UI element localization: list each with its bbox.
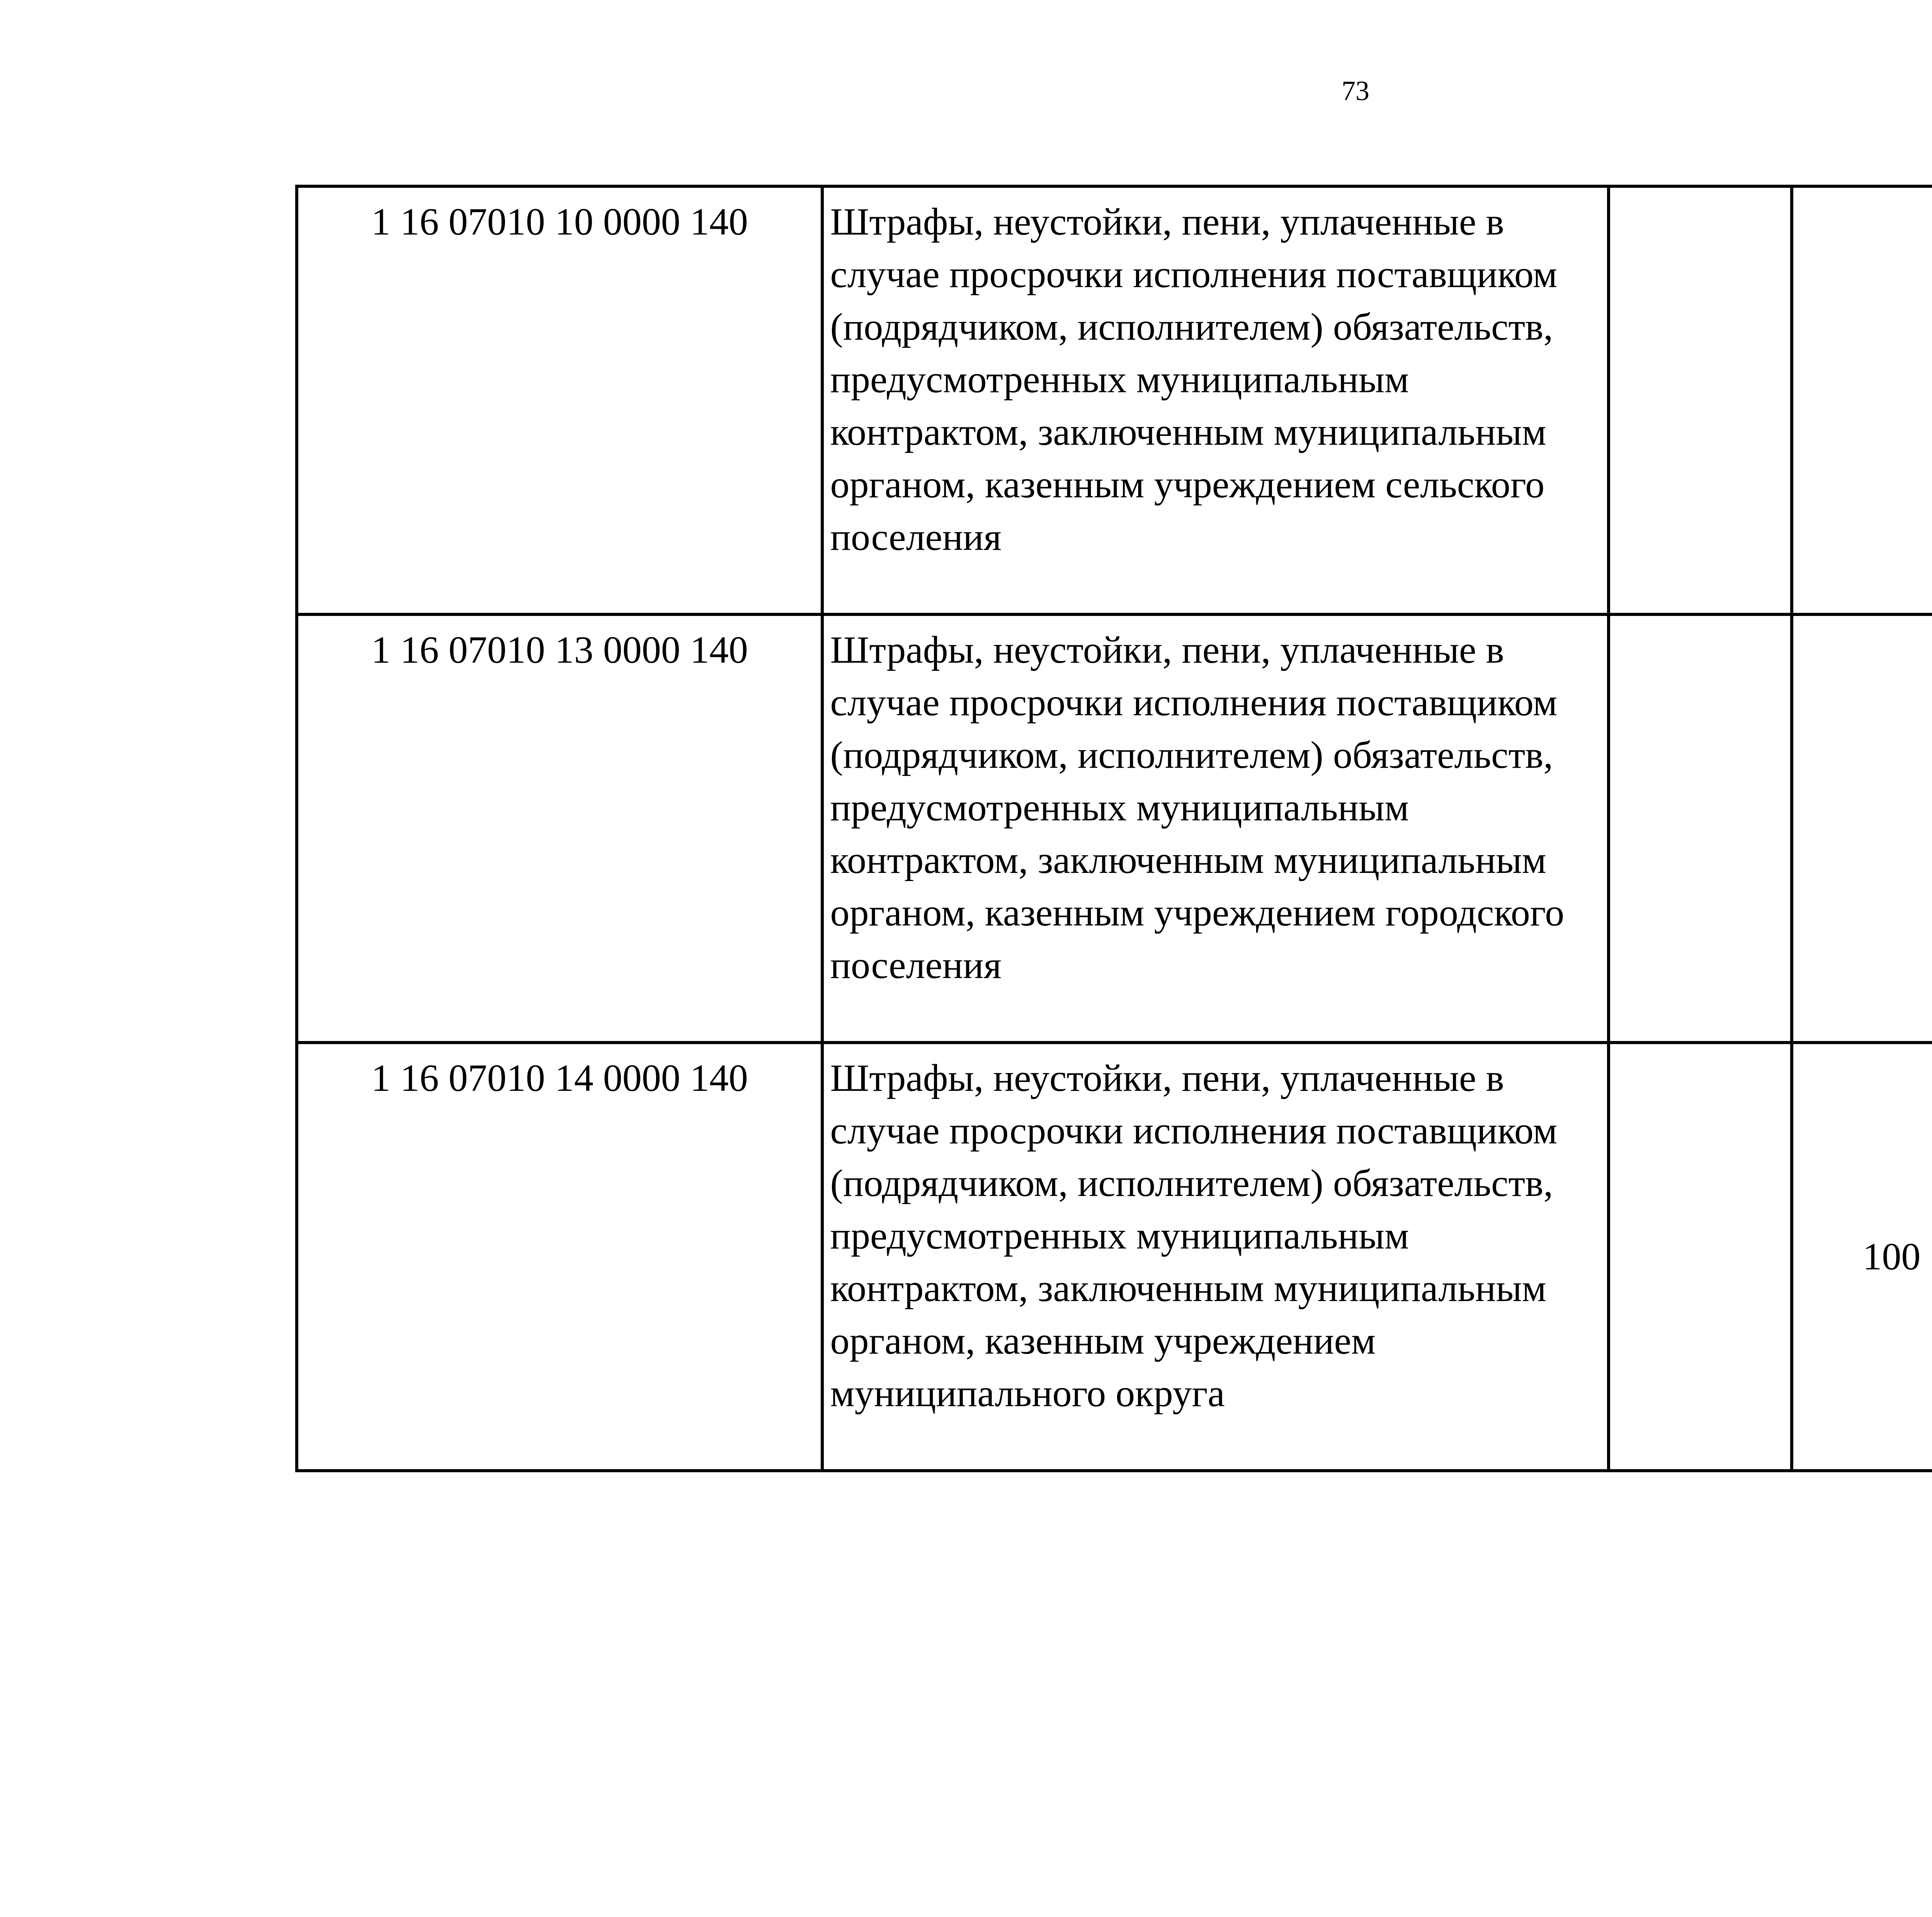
table-row xyxy=(297,614,1932,1043)
revenue-code-cell: 1 16 07010 13 0000 140 xyxy=(297,614,822,1043)
description-cell: Штрафы, неустойки, пени, уплаченные в случае просрочки исполнения поставщиком (подрядчиком, исполнителем) обязательств, предусмотренных муниципальным контрактом, заключенным муниципальным органом, казенным учреждением городского поселения xyxy=(822,614,1609,1043)
revenue-code-cell: 1 16 07010 14 0000 140 xyxy=(297,1043,822,1471)
value-cell xyxy=(1609,186,1792,614)
revenue-code-cell: 1 16 07010 10 0000 140 xyxy=(297,186,822,614)
value-cell xyxy=(1792,614,1932,1043)
page-number: 73 xyxy=(1342,75,1369,106)
value-cell xyxy=(1609,614,1792,1043)
description-cell: Штрафы, неустойки, пени, уплаченные в случае просрочки исполнения поставщиком (подрядчиком, исполнителем) обязательств, предусмотренных муниципальным контрактом, заключенным муниципальным органом, казенным учреждением сельского поселения xyxy=(822,186,1609,614)
value-cell: 100 xyxy=(1792,1043,1932,1471)
value-cell xyxy=(1792,186,1932,614)
description-cell: Штрафы, неустойки, пени, уплаченные в случае просрочки исполнения поставщиком (подрядчиком, исполнителем) обязательств, предусмотренных муниципальным контрактом, заключенным муниципальным органом, казенным учреждением муниципального округа xyxy=(822,1043,1609,1471)
table-row xyxy=(297,1043,1932,1471)
table-row xyxy=(297,186,1932,614)
value-cell xyxy=(1609,1043,1792,1471)
revenue-codes-table xyxy=(295,185,1932,1472)
